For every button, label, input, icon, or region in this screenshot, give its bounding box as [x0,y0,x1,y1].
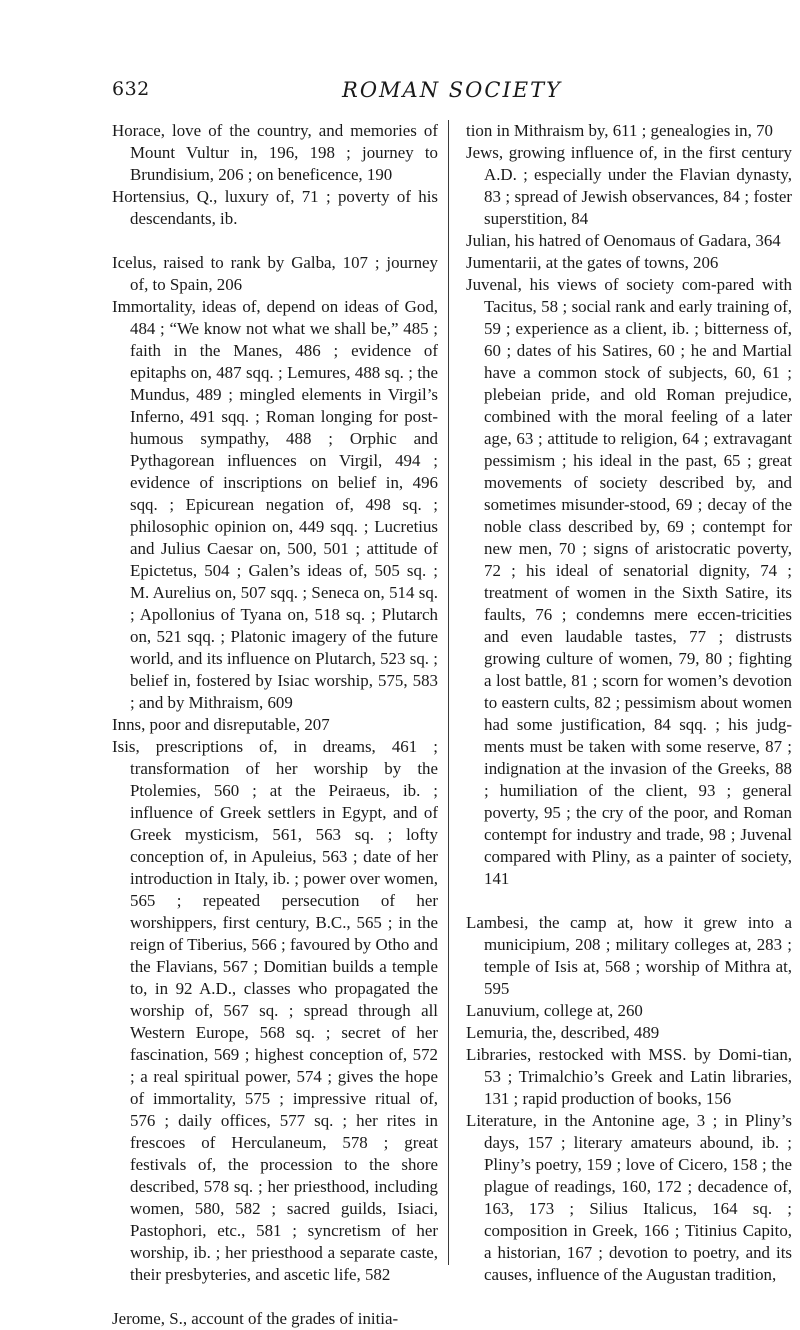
page-header [112,78,792,108]
index-entry-jumentarii: Jumentarii, at the gates of towns, 206 [466,253,719,272]
running-title: ROMAN SOCIETY [342,78,562,102]
index-entry-julian: Julian, his hatred of Oenomaus of Gadara, 364 [466,231,781,250]
right-column [466,120,792,1286]
index-entry-lanuvium: Lanuvium, college at, 260 [466,1001,643,1020]
left-column [112,120,438,1330]
index-entry-literature: Literature, in the Antonine age, 3 ; in Pliny’s days, 157 ; literary amateurs abound, ib. ; Pliny’s poetry, 159 ; love of Cicero, 158 ; the plague of readings, 160, 172 ; decadence of, 163, 173 ; Silius Italicus, 164 sq. ; composition in Greek, 166 ; Titinius Capito, a historian, 167 ; devotion to poetry, and its causes, influence of the Augustan tradition, [466,1111,792,1284]
index-entry-lemuria: Lemuria, the, described, 489 [466,1023,660,1042]
section-gap [466,890,792,912]
index-entry-horace: Horace, love of the country, and memories of Mount Vultur in, 196, 198 ; journey to Brundisium, 206 ; on beneficence, 190 [112,121,438,184]
column-divider [448,120,449,1265]
index-entry-libraries: Libraries, restocked with MSS. by Domi-tian, 53 ; Trimalchio’s Greek and Latin libraries, 131 ; rapid production of books, 156 [466,1045,792,1108]
index-entry-jerome-continued: tion in Mithraism by, 611 ; genealogies in, 70 [466,121,773,140]
index-entry-inns: Inns, poor and disreputable, 207 [112,715,330,734]
index-entry-immortality: Immortality, ideas of, depend on ideas of God, 484 ; “We know not what we shall be,” 485 ; faith in the Manes, 486 ; evidence of epitaphs on, 487 sqq. ; Lemures, 488 sq. ; the Mundus, 489 ; mingled elements in Virgil’s Inferno, 491 sqq. ; Roman longing for post-humous sympathy, 488 ; Orphic and Pythagorean influences on Virgil, 494 ; evidence of inscriptions on belief in, 496 sqq. ; Epicurean negation of, 498 sq. ; philosophic opinion on, 449 sqq. ; Lucretius and Julius Caesar on, 500, 501 ; attitude of Epictetus, 504 ; Galen’s ideas of, 505 sq. ; M. Aurelius on, 507 sqq. ; Seneca on, 514 sq. ; Apollonius of Tyana on, 518 sq. ; Plutarch on, 521 sqq. ; Platonic imagery of the future world, and its influence on Plutarch, 523 sq. ; belief in, fostered by Isiac worship, 575, 583 ; and by Mithraism, 609 [112,297,438,712]
index-entry-juvenal: Juvenal, his views of society com-pared with Tacitus, 58 ; social rank and early training of, 59 ; experience as a client, ib. ; bitterness of, 60 ; dates of his Satires, 60 ; he and Martial have a common stock of subjects, 60, 61 ; plebeian pride, and old Roman prejudice, combined with the moral feeling of a later age, 63 ; attitude to religion, 64 ; extravagant pessimism ; his ideal in the past, 65 ; great movements of society described by, and sometimes misunder-stood, 69 ; decay of the noble class described by, 69 ; contempt for new men, 70 ; signs of aristocratic poverty, 72 ; his ideal of senatorial dignity, 74 ; treatment of women in the Sixth Satire, its faults, 76 ; condemns mere eccen-tricities and even laudable tastes, 77 ; distrusts growing culture of women, 79, 80 ; fighting a lost battle, 81 ; scorn for women’s devotion to eastern cults, 82 ; pessimism about women had some justification, 84 sqq. ; his judg-ments must be taken with some reserve, 87 ; indignation at the invasion of the Greeks, 88 ; humiliation of the client, 93 ; general poverty, 95 ; the cry of the poor, and Roman contempt for industry and trade, 98 ; Juvenal compared with Pliny, as a painter of society, 141 [466,275,792,888]
section-gap [112,230,438,252]
index-entry-icelus: Icelus, raised to rank by Galba, 107 ; journey of, to Spain, 206 [112,253,438,294]
index-entry-hortensius: Hortensius, Q., luxury of, 71 ; poverty of his descendants, ib. [112,187,438,228]
section-gap [112,1286,438,1308]
index-entry-isis: Isis, prescriptions of, in dreams, 461 ; transformation of her worship by the Ptolemies, 560 ; at the Peiraeus, ib. ; influence of Greek settlers in Egypt, and of Greek mysticism, 561, 563 sq. ; lofty conception of, in Apuleius, 563 ; date of her introduction in Italy, ib. ; power over women, 565 ; repeated persecution of her worshippers, first century, B.C., 565 ; in the reign of Tiberius, 566 ; favoured by Otho and the Flavians, 567 ; Domitian builds a temple to, in 92 A.D., classes who propagated the worship of, 567 sq. ; spread through all Western Europe, 568 sq. ; secret of her fascination, 569 ; highest conception of, 572 ; a real spiritual power, 574 ; gives the hope of immortality, 575 ; impressive ritual of, 576 ; daily offices, 577 sq. ; her rites in frescoes of Herculaneum, 578 ; great festivals of, the procession to the shore described, 578 sq. ; her priesthood, including women, 580, 582 ; sacred guilds, Isiaci, Pastophori, etc., 581 ; syncretism of her worship, ib. ; her priesthood a separate caste, their presbyteries, and ascetic life, 582 [112,737,438,1284]
page-number: 632 [112,78,150,100]
index-entry-jerome: Jerome, S., account of the grades of initia- [112,1309,399,1328]
index-entry-jews: Jews, growing influence of, in the first century A.D. ; especially under the Flavian dynasty, 83 ; spread of Jewish observances, 84 ; foster superstition, 84 [466,143,792,228]
index-entry-lambesi: Lambesi, the camp at, how it grew into a municipium, 208 ; military colleges at, 283 ; temple of Isis at, 568 ; worship of Mithra at, 595 [466,913,792,998]
